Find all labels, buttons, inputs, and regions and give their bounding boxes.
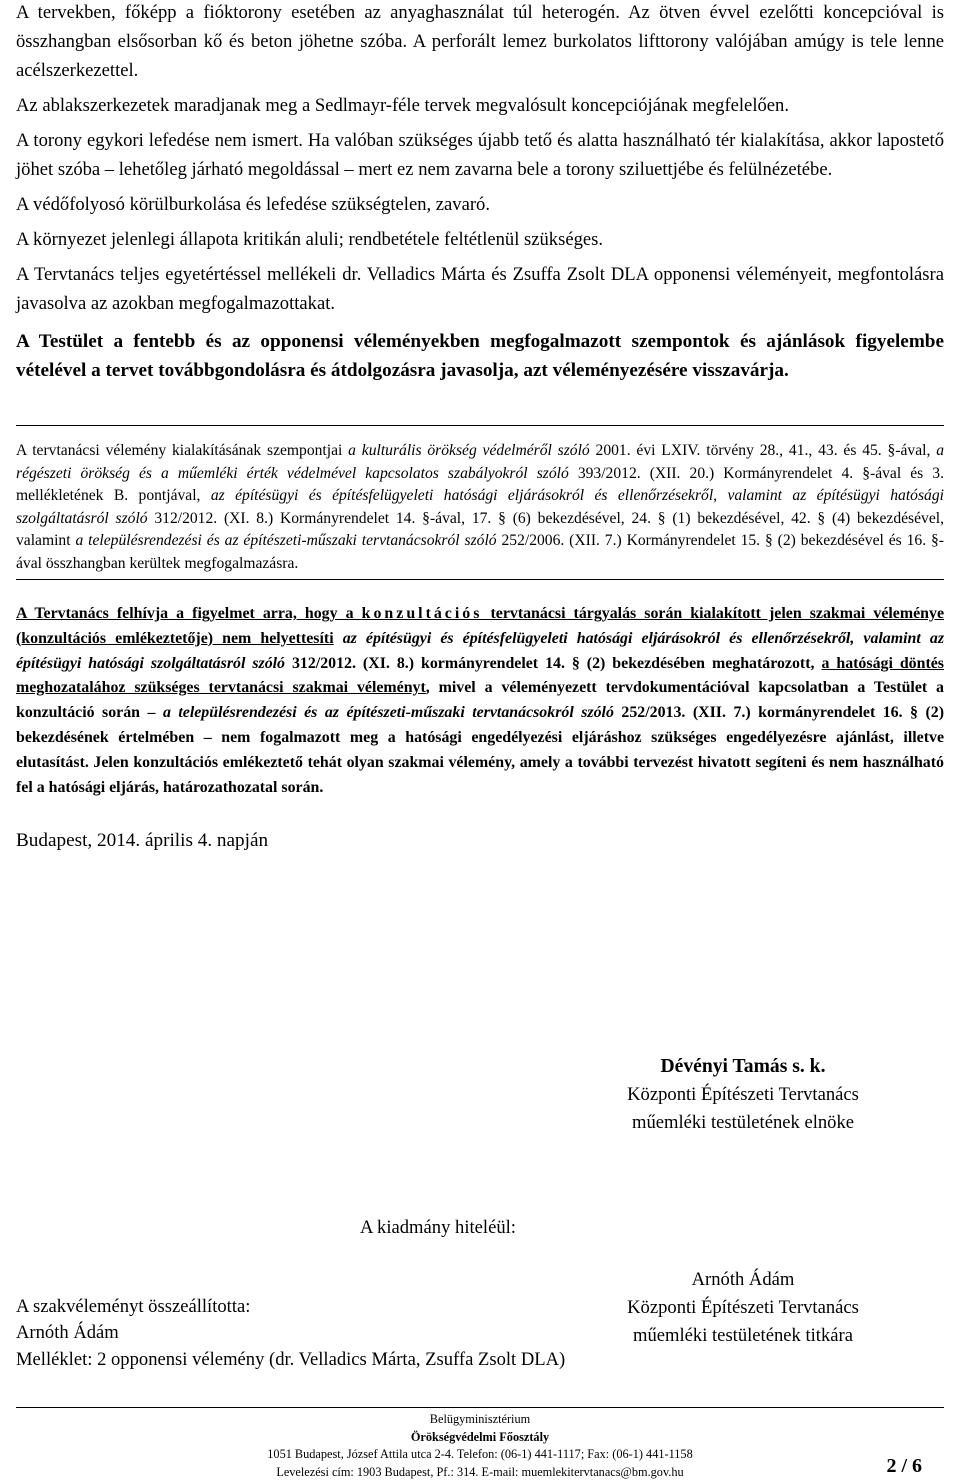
legal-text: 312/2012. (XI. 8.) Kormányrendelet 14. §-ával, 17. § (6) bekezdésével, 24. § (1) bekezdésével, 42. § (4) bekezdésével, valamint — [16, 509, 944, 549]
notice-law-title: a településrendezési és az építészeti-műszaki tervtanácsokról szóló — [162, 704, 614, 722]
secretary-signature-block — [578, 1266, 908, 1350]
page-separator: / — [896, 1455, 912, 1477]
notice-text: tervtanácsi tárgyalás során kialakított jelen szakmai véleménye (konzultációs emlékeztetője) nem helyettesíti — [16, 605, 944, 647]
footer-address: 1051 Budapest, József Attila utca 2-4. Telefon: (06-1) 441-1117; Fax: (06-1) 441-1158 — [267, 1447, 693, 1461]
paragraph-roof: A torony egykori lefedése nem ismert. Ha valóban szükséges újabb tető és alatta használható tér kialakítása, akkor lapostető jöhet szóba – lehetőleg járható megoldással – mert ez nem zavarna bele a torony sziluettjébe és felülnézetébe. — [16, 130, 944, 180]
page-total: 6 — [912, 1455, 922, 1477]
paragraph-windows: Az ablakszerkezetek maradjanak meg a Sedlmayr-féle tervek megvalósult koncepciójának megfelelően. — [16, 95, 789, 116]
compiled-by-name: Arnóth Ádám — [16, 1322, 119, 1343]
notice-text: a hatósági döntés meghozatalához szükséges tervtanácsi szakmai véleményt — [16, 654, 944, 697]
compiled-by-label: A szakvéleményt összeállította: — [16, 1296, 251, 1317]
chair-signature-block — [578, 1053, 908, 1137]
legal-law-title: a régészeti örökség és a műemléki érték védelmével kapcsolatos szabályokról szóló — [16, 442, 944, 482]
secretary-title: műemléki testületének titkára — [633, 1325, 853, 1346]
notice-text: 252/2013. (XII. 7.) kormányrendelet 16. § (2) bekezdésének értelmében – nem fogalmazott meg a hatósági engedélyezési eljáráshoz szükséges engedélyezésre ajánlást, illetve elutasítást. Jelen konzultációs emlékeztető tehát olyan szakmai vélemény, amely a további tervezést hivatott segíteni és nem használható fel a hatósági eljárás, határozathozatal során. — [16, 704, 945, 796]
attachment-line: Melléklet: 2 opponensi vélemény (dr. Velladics Márta, Zsuffa Zsolt DLA) — [16, 1349, 566, 1370]
notice-text: , mivel a véleményezett tervdokumentációval kapcsolatban a Testület a konzultáció során – — [16, 679, 944, 722]
paragraph-opponents: A Tervtanács teljes egyetértéssel mellékeli dr. Velladics Márta és Zsuffa Zsolt DLA opponensi véleményeit, megfontolásra javasolva az azokban megfogalmazottakat. — [16, 264, 944, 314]
paragraph-material: A tervekben, főképp a fióktorony esetében az anyaghasználat túl heterogén. Az ötven évvel ezelőtti koncepcióval is összhangban elsősorban kő és beton jöhetne szóba. A perforált lemez burkolatos lifttorony valójában amúgy is tele lenne acélszerkezettel. — [16, 2, 944, 81]
legal-law-title: a településrendezési és az építészeti-műszaki tervtanácsokról szóló — [75, 532, 497, 549]
legal-text: 252/2006. (XII. 7.) Kormányrendelet 15. § (2) bekezdésével és 16. §-ával összhangban kerültek megfogalmazásra. — [16, 532, 944, 572]
footer-department: Örökségvédelmi Főosztály — [410, 1429, 550, 1444]
legal-basis-paragraph — [16, 426, 944, 579]
notice-text: A Tervtanács felhívja a figyelmet arra, hogy a — [16, 605, 362, 622]
page-number — [886, 1452, 922, 1481]
document-page — [16, 0, 944, 855]
conclusion-paragraph: A Testület a fentebb és az opponensi véleményekben megfogalmazott szempontok és ajánlások figyelembe vételével a tervet továbbgondolásra és átdolgozásra javasolja, azt véleményezésére visszavárja. — [16, 331, 944, 381]
chair-name: Dévényi Tamás s. k. — [660, 1056, 826, 1077]
legal-box-bottom-rule — [16, 579, 944, 580]
secretary-org: Központi Építészeti Tervtanács — [627, 1297, 859, 1318]
chair-title: műemléki testületének elnöke — [631, 1112, 855, 1133]
legal-text: 393/2012. (XII. 20.) Kormányrendelet 4. §-ával és 3. mellékletének B. pontjával, — [16, 464, 944, 504]
legal-law-title: az építésügyi és építésfelügyeleti hatósági eljárásokról és ellenőrzésekről, valamint az építésügyi hatósági szolgáltatásról szóló — [16, 487, 944, 527]
page-footer — [16, 1411, 944, 1481]
legal-text: A tervtanácsi vélemény kialakításának szempontjai — [16, 442, 349, 459]
certification-label: A kiadmány hiteléül: — [360, 1217, 516, 1238]
consultation-notice — [16, 602, 944, 800]
footer-rule — [16, 1407, 944, 1408]
chair-org: Központi Építészeti Tervtanács — [627, 1084, 859, 1105]
dateline: Budapest, 2014. április 4. napján — [16, 830, 269, 852]
notice-spaced-word: konzultációs — [361, 605, 483, 622]
notice-law-title: az építésügyi és építésfelügyeleti hatósági eljárásokról és ellenőrzésekről, valamint az építésügyi hatósági szolgáltatásról szóló — [16, 629, 945, 672]
legal-law-title: a kulturális örökség védelméről szóló — [348, 442, 590, 459]
paragraph-corridor: A védőfolyosó körülburkolása és lefedése szükségtelen, zavaró. — [16, 194, 490, 215]
secretary-name: Arnóth Ádám — [691, 1269, 795, 1290]
paragraph-environment: A környezet jelenlegi állapota kritikán aluli; rendbetétele feltétlenül szükséges. — [16, 229, 604, 250]
notice-text: 312/2012. (XI. 8.) kormányrendelet 14. § (2) bekezdésében meghatározott, — [285, 654, 822, 672]
footer-mailing: Levelezési cím: 1903 Budapest, Pf.: 314. E-mail: muemlekitervtanacs@bm.gov.hu — [276, 1464, 684, 1479]
footer-ministry: Belügyminisztérium — [429, 1412, 531, 1426]
legal-text: 2001. évi LXIV. törvény 28., 41., 43. és 45. §-ával, — [589, 442, 937, 459]
page-current: 2 — [886, 1455, 897, 1477]
